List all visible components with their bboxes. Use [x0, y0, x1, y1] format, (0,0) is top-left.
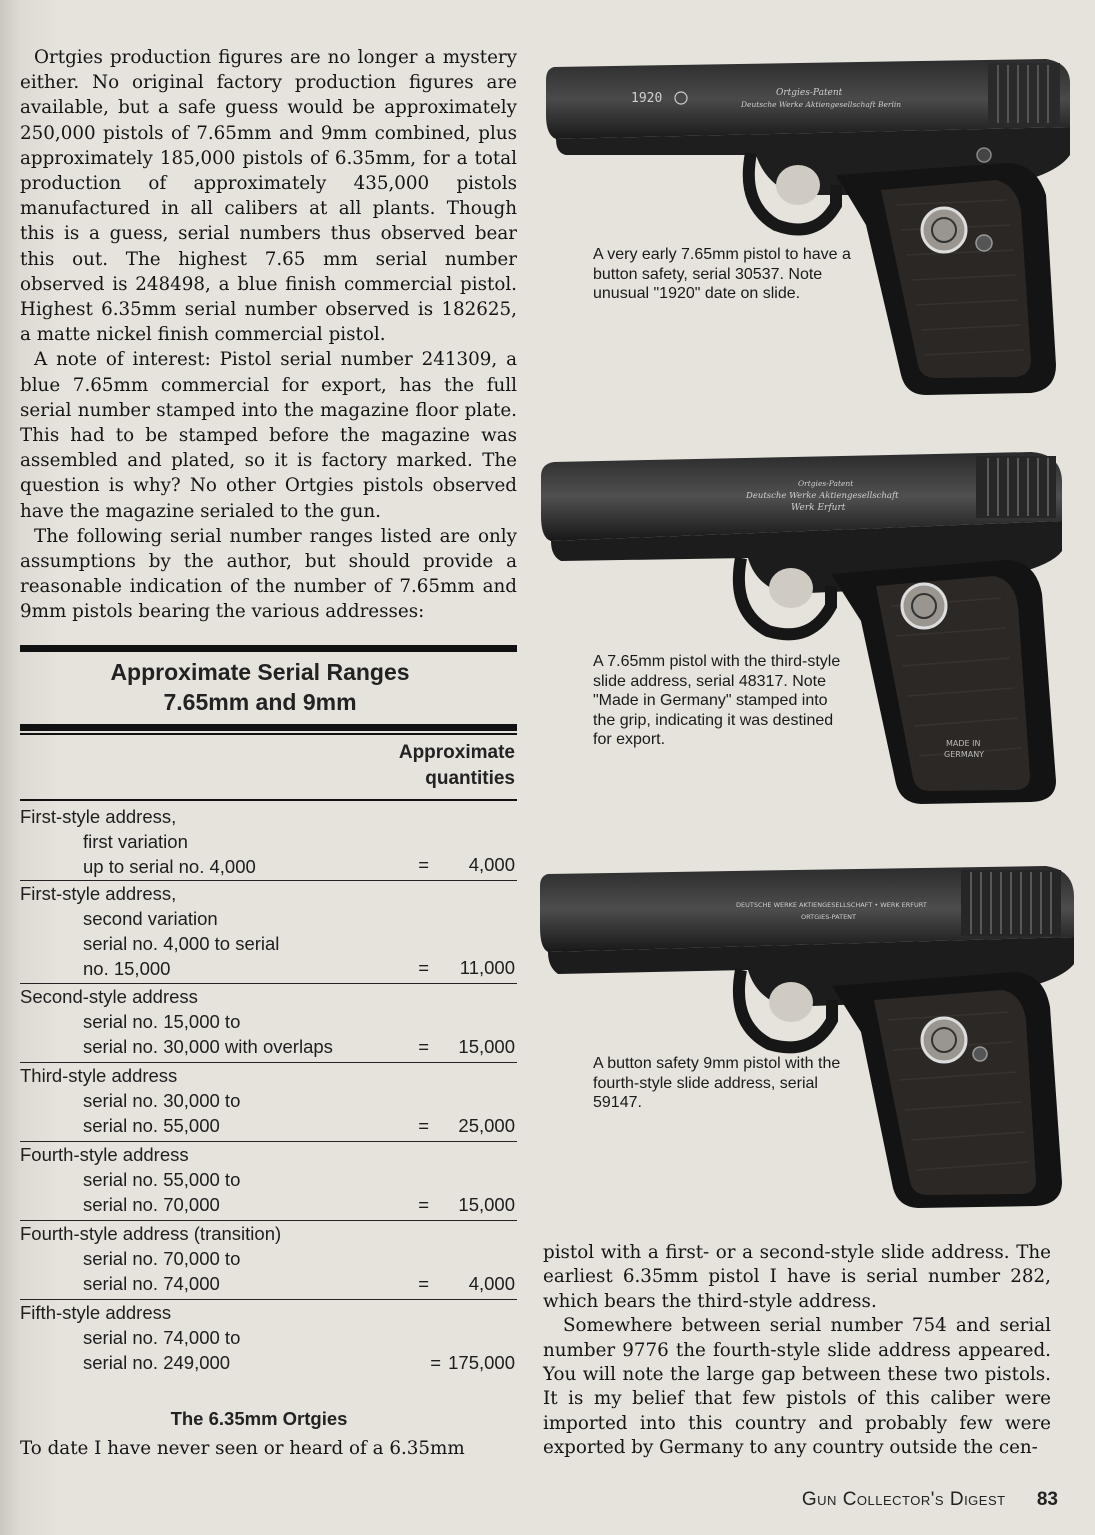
- paragraph-ranges-intro: The following serial number ranges listed are only assumptions by the author, but should provide a reasonable indication of the number of 7.65mm and 9mm pistols bearing the various addresses:: [20, 525, 517, 623]
- paragraph-note: A note of interest: Pistol serial number 241309, a blue 7.65mm commercial for export, has the full serial number stamped into the magazine floor plate. This had to be stamped before the magazine was assembled and plated, so it is factory marked. The question is why? No other Ortgies pistols observed have the magazine serialed to the gun.: [20, 349, 517, 522]
- table-row: First-style address, first variation up to serial no. 4,000 = 4,000: [20, 804, 517, 881]
- paragraph-production: Ortgies production figures are no longer a mystery either. No original factory production figures are available, but a safe guess would be approximately 250,000 pistols of 7.65mm and 9mm combined, plus approximately 185,000 pistols of 6.35mm, for a total production of approximately 435,000 pistols manufactured in all calibers at all plants. Though this is a guess, serial numbers thus observed bear this out. The highest 7.65 mm serial number observed is 248498, a blue finish commercial pistol. Highest 6.35mm serial number observed is 182625, a matte nickel finish commercial pistol.: [20, 47, 517, 346]
- header-approximate: Approximate: [398, 742, 515, 763]
- page-number: 83: [1036, 1489, 1058, 1510]
- table-title-line1: Approximate Serial Ranges: [110, 659, 410, 685]
- table-title-line2: 7.65mm and 9mm: [163, 689, 357, 715]
- equals-sign: =: [430, 1352, 441, 1373]
- section-text: To date I have never seen or heard of a 6.35mm: [20, 1438, 465, 1459]
- slide-marking-line2: Deutsche Werke Aktiengesellschaft Berlin: [741, 100, 902, 109]
- paragraph-gap: Somewhere between serial number 754 and serial number 9776 the fourth-style slide address appeared. You will note the large gap between these two pistols. It is my belief that few pistols of this caliber were imported into this country and probably few were exported by Germany to any country outside the cen-: [543, 1315, 1051, 1459]
- quantity-value: 15,000: [458, 1036, 515, 1057]
- table-rule-middle-thin: [20, 733, 517, 735]
- table-row: First-style address, second variation serial no. 4,000 to serial no. 15,000 = 11,000: [20, 881, 517, 984]
- equals-sign: =: [418, 1194, 429, 1215]
- quantity-value: 25,000: [458, 1115, 515, 1136]
- slide-marking-line2: ORTGIES-PATENT: [801, 913, 857, 921]
- table-row: Fourth-style address (transition) serial no. 70,000 to serial no. 74,000 = 4,000: [20, 1221, 517, 1300]
- quantity-value: 15,000: [458, 1194, 515, 1215]
- pistol-photo-2: [536, 446, 1076, 808]
- table-title: [20, 657, 500, 717]
- slide-marking-line1: Ortgies-Patent: [776, 88, 843, 98]
- slide-marking-line2: Deutsche Werke Aktiengesellschaft: [746, 491, 899, 501]
- equals-sign: =: [418, 1036, 429, 1057]
- caption-photo-3: A button safety 9mm pistol with the fourth-style slide address, serial 59147.: [593, 1055, 841, 1111]
- slide-date-marking: 1920: [631, 91, 663, 106]
- pistol-photo-3: [536, 852, 1076, 1217]
- table-row: Third-style address serial no. 30,000 to serial no. 55,000 = 25,000: [20, 1063, 517, 1142]
- equals-sign: =: [418, 854, 429, 875]
- quantity-value: 4,000: [468, 1273, 515, 1294]
- grip-marking-line1: MADE IN: [946, 739, 981, 748]
- caption-photo-2: A 7.65mm pistol with the third-style slide address, serial 48317. Note "Made in Germany" stamped into the grip, indicating it was destined for export.: [593, 653, 841, 748]
- table-column-header: [300, 740, 515, 792]
- quantity-value: 175,000: [448, 1352, 515, 1373]
- caption-photo-1: A very early 7.65mm pistol to have a button safety, serial 30537. Note unusual "1920" date on slide.: [593, 246, 851, 302]
- paragraph-continuation: pistol with a first- or a second-style slide address. The earliest 6.35mm pistol I have is serial number 282, which bears the third-style address.: [543, 1242, 1051, 1312]
- page-footer: [640, 1489, 1058, 1511]
- slide-marking-line1: DEUTSCHE WERKE AKTIENGESELLSCHAFT • WERK ERFURT: [736, 901, 927, 909]
- serial-range-table: [20, 804, 517, 1378]
- publication-title: Gun Collector's Digest: [801, 1489, 1006, 1510]
- header-quantities: quantities: [425, 768, 515, 789]
- equals-sign: =: [418, 1115, 429, 1136]
- slide-marking-line1: Ortgies-Patent: [798, 479, 854, 488]
- section-heading: The 6.35mm Ortgies: [170, 1408, 348, 1429]
- grip-marking-line2: GERMANY: [944, 750, 985, 759]
- table-rule-middle: [20, 724, 517, 731]
- quantity-value: 11,000: [459, 957, 515, 978]
- table-rule-top: [20, 645, 517, 652]
- table-row: Fourth-style address serial no. 55,000 to serial no. 70,000 = 15,000: [20, 1142, 517, 1221]
- article-text-left: [20, 45, 517, 625]
- slide-marking-line3: Werk Erfurt: [791, 503, 846, 513]
- table-row: Second-style address serial no. 15,000 to serial no. 30,000 with overlaps = 15,000: [20, 984, 517, 1063]
- equals-sign: =: [418, 1273, 429, 1294]
- table-rule-header: [20, 799, 517, 801]
- article-text-right: [543, 1241, 1051, 1461]
- quantity-value: 4,000: [468, 854, 515, 875]
- equals-sign: =: [418, 957, 429, 978]
- table-row: Fifth-style address serial no. 74,000 to serial no. 249,000 = 175,000: [20, 1302, 515, 1373]
- pistol-photo-1: [536, 45, 1076, 400]
